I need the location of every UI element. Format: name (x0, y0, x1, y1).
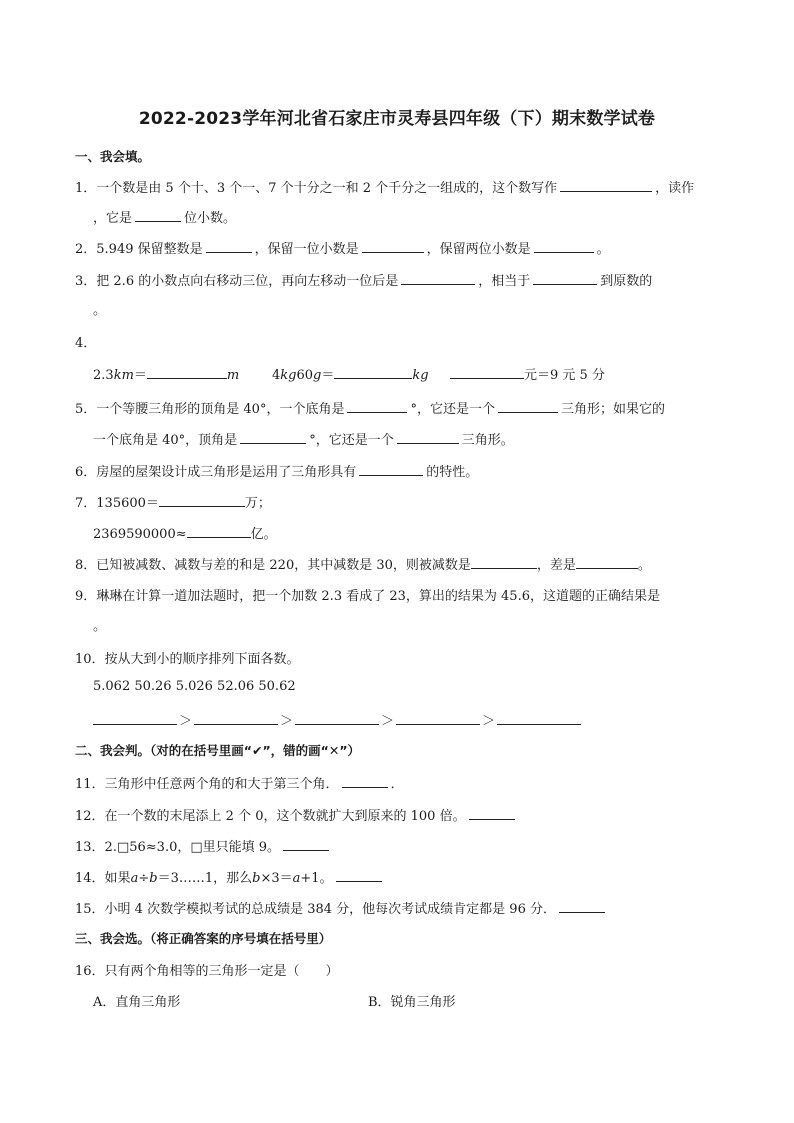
question-text: 一个等腰三角形的顶角是 40°，一个底角是 (96, 402, 345, 417)
question-5-line-2 (93, 429, 514, 448)
question-text: 只有两个角相等的三角形一定是（ ） (104, 964, 339, 979)
question-text: 2369590000≈ (93, 527, 187, 542)
question-text: ，保留两位小数是 (426, 242, 531, 257)
variable: a (292, 871, 301, 886)
answer-blank[interactable] (450, 377, 524, 379)
variable: a (130, 871, 139, 886)
question-text: 一个底角是 40°，顶角是 (93, 433, 238, 448)
variable: b (252, 871, 261, 886)
answer-blank[interactable] (336, 880, 382, 882)
greater-than-sign: ＞ (179, 714, 193, 729)
question-text: 135600＝ (96, 496, 159, 511)
question-text: 三角形中任意两个角的和大于第三个角． (104, 777, 339, 792)
question-number: 1． (75, 181, 97, 196)
question-text: 把 2.6 的小数点向右移动三位，再向左移动一位后是 (96, 274, 399, 289)
answer-blank[interactable] (498, 411, 558, 413)
question-number: 6． (75, 465, 97, 480)
question-16 (75, 960, 339, 979)
question-7-line-2 (93, 523, 277, 542)
question-text: 房屋的屋架设计成三角形是运用了三角形具有 (96, 465, 357, 480)
question-text: 2.□56≈3.0，□里只能填 9。 (104, 840, 281, 855)
question-10-order-chain (93, 710, 581, 729)
unit: m (226, 368, 240, 383)
question-1-line-2 (93, 207, 236, 226)
question-5-line-1 (75, 398, 665, 417)
question-text: ，保留一位小数是 (254, 242, 359, 257)
question-3-line-1 (75, 270, 652, 289)
answer-blank[interactable] (576, 567, 638, 569)
option-b[interactable]: B．锐角三角形 (368, 995, 456, 1010)
question-text: 在一个数的末尾添上 2 个 0，这个数就扩大到原来的 100 倍。 (104, 809, 466, 824)
answer-blank[interactable] (240, 442, 306, 444)
question-number: 10． (75, 652, 105, 667)
question-6 (75, 461, 478, 480)
question-text: 的特性。 (426, 465, 479, 480)
question-text: 亿。 (250, 527, 277, 542)
question-text: ，相当于 (478, 274, 531, 289)
question-number: 7． (75, 496, 97, 511)
question-text: 位小数。 (184, 211, 237, 226)
value: 60 (296, 368, 314, 383)
question-text: +1。 (300, 871, 333, 886)
question-text: ＝3……1，那么 (157, 871, 253, 886)
answer-blank[interactable] (533, 283, 597, 285)
answer-blank[interactable] (295, 723, 379, 725)
unit: km (113, 368, 134, 383)
answer-blank[interactable] (497, 723, 581, 725)
question-text: 。 (596, 242, 610, 257)
question-text: 万； (244, 496, 271, 511)
question-text: 到原数的 (600, 274, 653, 289)
question-text: 三角形。 (461, 433, 514, 448)
answer-blank[interactable] (471, 567, 537, 569)
question-3-line-2: 。 (93, 303, 107, 318)
value: 2.3 (93, 368, 114, 383)
question-text: °，它还是一个 (309, 433, 394, 448)
question-number: 2． (75, 242, 97, 257)
operator: ÷ (138, 871, 150, 886)
question-number: 15． (75, 902, 105, 917)
question-7-line-1 (75, 492, 271, 511)
section-heading-choose: 三、我会选。（将正确答案的序号填在括号里） (75, 931, 332, 946)
question-number: 16． (75, 964, 105, 979)
answer-blank[interactable] (347, 411, 407, 413)
answer-blank[interactable] (397, 442, 459, 444)
answer-blank[interactable] (187, 536, 251, 538)
question-4-item-2 (272, 364, 429, 383)
question-number: 3． (75, 274, 97, 289)
question-number: 8． (75, 558, 97, 573)
unit: kg (412, 368, 429, 383)
section-heading-fill: 一、我会填。 (75, 149, 151, 164)
question-number: 13． (75, 840, 105, 855)
question-number: 12． (75, 809, 105, 824)
exam-title: 2022-2023学年河北省石家庄市灵寿县四年级（下）期末数学试卷 (138, 109, 656, 129)
question-text: 。 (637, 558, 651, 573)
question-text: 已知被减数、减数与差的和是 220，其中减数是 30，则被减数是 (96, 558, 471, 573)
answer-blank[interactable] (560, 190, 652, 192)
question-14 (75, 867, 385, 886)
answer-blank[interactable] (342, 786, 388, 788)
answer-blank[interactable] (334, 377, 412, 379)
answer-blank[interactable] (147, 377, 227, 379)
section-heading-judge: 二、我会判。（对的在括号里画“✔”，错的画“✕”） (75, 743, 361, 758)
answer-blank[interactable] (93, 723, 177, 725)
question-text: ，读作 (655, 181, 695, 196)
question-number: 14． (75, 871, 105, 886)
question-8 (75, 554, 651, 573)
question-10-numbers: 5.062 50.26 5.026 52.06 50.62 (93, 679, 296, 694)
question-text: ×3＝ (260, 871, 293, 886)
question-text: 琳琳在计算一道加法题时，把一个加数 2.3 看成了 23，算出的结果为 45.6，这道题的正确结果是 (96, 589, 660, 604)
question-12 (75, 805, 518, 824)
equals: ＝ (321, 368, 335, 383)
question-text: ，它是 (93, 211, 133, 226)
question-2 (75, 238, 610, 257)
answer-blank[interactable] (401, 283, 475, 285)
greater-than-sign: ＞ (280, 714, 294, 729)
answer-blank[interactable] (359, 474, 423, 476)
question-text: 5.949 保留整数是 (96, 242, 203, 257)
answer-blank[interactable] (159, 505, 245, 507)
answer-blank[interactable] (362, 251, 424, 253)
equals: ＝ (133, 368, 147, 383)
question-text: ． (390, 777, 404, 792)
option-a[interactable]: A．直角三角形 (93, 995, 181, 1010)
question-text: 小明 4 次数学模拟考试的总成绩是 384 分，他每次考试成绩肯定都是 96 分． (104, 902, 556, 917)
question-text: 元＝9 元 5 分 (524, 368, 605, 383)
answer-blank[interactable] (396, 723, 480, 725)
answer-blank[interactable] (283, 849, 329, 851)
question-number: 5． (75, 402, 97, 417)
answer-blank[interactable] (194, 723, 278, 725)
question-text: ，差是 (536, 558, 576, 573)
question-9-line-2: 。 (93, 619, 107, 634)
greater-than-sign: ＞ (482, 714, 496, 729)
answer-blank[interactable] (135, 220, 181, 222)
question-text: 三角形；如果它的 (560, 402, 665, 417)
question-9-line-1 (75, 585, 660, 604)
question-text: °，它还是一个 (410, 402, 495, 417)
question-10-line-1 (75, 648, 300, 667)
unit: g (313, 368, 322, 383)
question-1-line-1 (75, 177, 694, 196)
answer-blank[interactable] (534, 251, 594, 253)
question-4-number: 4． (75, 336, 97, 351)
question-13 (75, 836, 332, 855)
value: 4 (272, 368, 281, 383)
question-number: 11． (75, 777, 105, 792)
question-text: 按从大到小的顺序排列下面各数。 (104, 652, 300, 667)
greater-than-sign: ＞ (381, 714, 395, 729)
question-text: 如果 (104, 871, 131, 886)
answer-blank[interactable] (206, 251, 252, 253)
question-text: 一个数是由 5 个十、3 个一、7 个十分之一和 2 个千分之一组成的，这个数写作 (96, 181, 558, 196)
answer-blank[interactable] (559, 911, 605, 913)
answer-blank[interactable] (469, 818, 515, 820)
question-4-item-1 (93, 364, 239, 383)
question-number: 9． (75, 589, 97, 604)
unit: kg (280, 368, 297, 383)
question-11 (75, 773, 404, 792)
question-4-item-3 (450, 364, 605, 383)
variable: b (149, 871, 158, 886)
question-15 (75, 898, 608, 917)
